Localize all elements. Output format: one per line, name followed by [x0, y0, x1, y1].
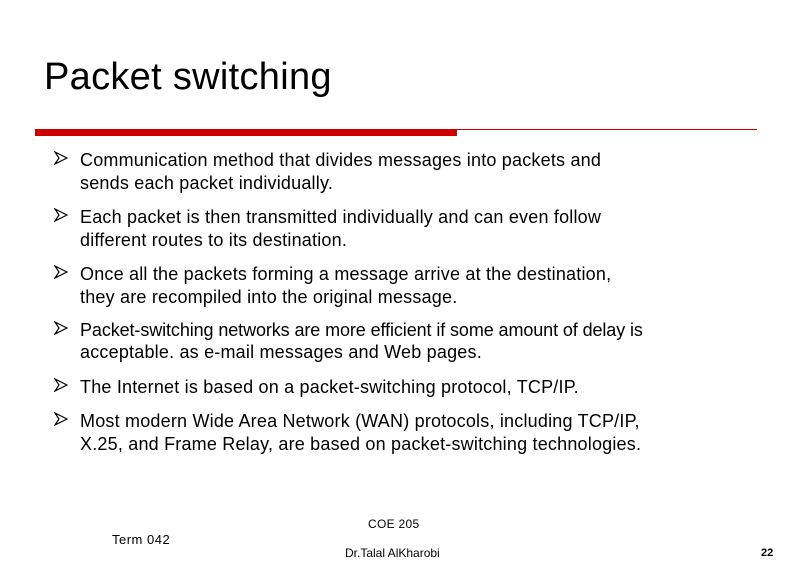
- arrow-bullet-icon: [54, 265, 68, 279]
- footer-author: Dr.Talal AlKharobi: [345, 546, 440, 560]
- bullet-line: Most modern Wide Area Network (WAN) protocols, including TCP/IP,: [80, 411, 640, 431]
- bullet-line: they are recompiled into the original message.: [80, 287, 458, 307]
- bullet-line: The Internet is based on a packet-switching protocol, TCP/IP.: [80, 377, 579, 397]
- bullet-line: Once all the packets forming a message arrive at the destination,: [80, 264, 612, 284]
- title-underline-thick: [35, 129, 457, 136]
- bullet-line: sends each packet individually.: [80, 173, 334, 193]
- bullet-line: different routes to its destination.: [80, 230, 348, 250]
- footer-course: COE 205: [368, 517, 420, 531]
- arrow-bullet-icon: [54, 208, 68, 222]
- arrow-bullet-icon: [54, 151, 68, 165]
- slide-title: Packet switching: [44, 56, 332, 98]
- bullet-line: Communication method that divides messages into packets and: [80, 150, 602, 170]
- arrow-bullet-icon: [54, 378, 68, 392]
- bullet-line: acceptable. as e-mail messages and Web pages.: [80, 342, 482, 362]
- bullet-line: Each packet is then transmitted individually and can even follow: [80, 207, 602, 227]
- page-number: 22: [761, 547, 774, 559]
- footer-term: Term 042: [112, 532, 171, 547]
- arrow-bullet-icon: [54, 321, 68, 335]
- bullet-line: X.25, and Frame Relay, are based on packet-switching technologies.: [80, 434, 642, 454]
- arrow-bullet-icon: [54, 412, 68, 426]
- bullet-line: Packet-switching networks are more efficient if some amount of delay is: [80, 320, 643, 340]
